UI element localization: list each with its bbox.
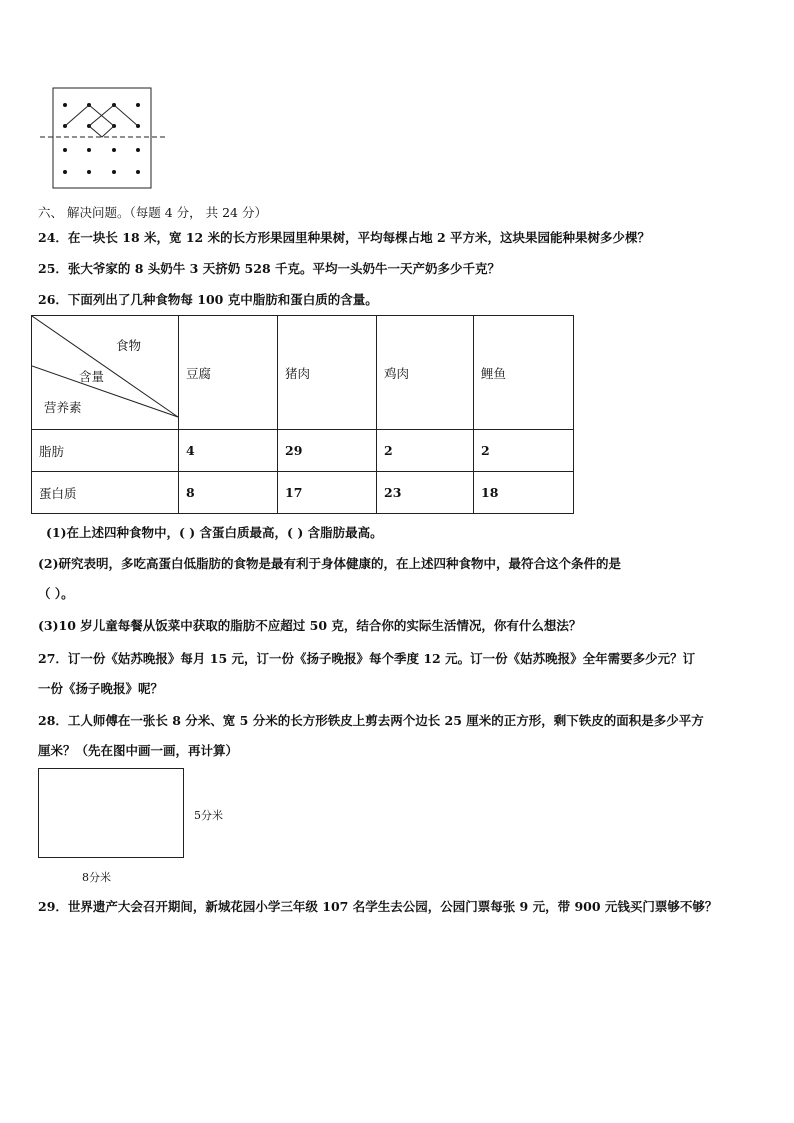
table-row bbox=[32, 472, 574, 514]
food-header-tofu: 豆腐 bbox=[179, 316, 278, 430]
question-27-cont: 一份《扬子晚报》呢？ bbox=[38, 681, 164, 696]
question-29: 29．世界遗产大会召开期间，新城花园小学三年级 107 名学生去公园，公园门票每张 9 元，带 900 元钱买门票够不够？ bbox=[38, 899, 718, 914]
question-27: 27．订一份《姑苏晚报》每月 15 元，订一份《扬子晚报》每个季度 12 元。订一份《姑苏晚报》全年需要多少元？订 bbox=[38, 651, 696, 666]
food-header-pork: 猪肉 bbox=[278, 316, 377, 430]
height-label: 5分米 bbox=[194, 809, 223, 822]
table-cell: 17 bbox=[278, 472, 377, 514]
row-label-fat: 脂肪 bbox=[32, 430, 179, 472]
header-amount-label: 含量 bbox=[79, 369, 105, 384]
header-food-label: 食物 bbox=[116, 338, 142, 353]
table-cell: 29 bbox=[278, 430, 377, 472]
dot-grid-figure bbox=[38, 86, 168, 190]
header-nutrient-label: 营养素 bbox=[44, 400, 82, 415]
question-26-part-3: (3)10 岁儿童每餐从饭菜中获取的脂肪不应超过 50 克，结合你的实际生活情况，你有什么想法？ bbox=[38, 618, 582, 633]
table-cell: 4 bbox=[179, 430, 278, 472]
question-26: 26．下面列出了几种食物每 100 克中脂肪和蛋白质的含量。 bbox=[38, 292, 378, 307]
question-26-part-1: (1)在上述四种食物中，( ) 含蛋白质最高，( ) 含脂肪最高。 bbox=[46, 525, 383, 540]
rectangle-figure bbox=[38, 768, 184, 858]
table-cell: 2 bbox=[377, 430, 474, 472]
question-28: 28．工人师傅在一张长 8 分米、宽 5 分米的长方形铁皮上剪去两个边长 25 厘米的正方形，剩下铁皮的面积是多少平方 bbox=[38, 713, 704, 728]
table-cell: 2 bbox=[474, 430, 574, 472]
diagonal-header-cell bbox=[32, 316, 179, 430]
table-cell: 8 bbox=[179, 472, 278, 514]
question-28-cont: 厘米？（先在图中画一画，再计算） bbox=[38, 743, 239, 758]
table-row bbox=[32, 430, 574, 472]
row-label-protein: 蛋白质 bbox=[32, 472, 179, 514]
food-header-carp: 鲤鱼 bbox=[474, 316, 574, 430]
question-25: 25．张大爷家的 8 头奶牛 3 天挤奶 528 千克。平均一头奶牛一天产奶多少千克？ bbox=[38, 261, 500, 276]
nutrition-table bbox=[31, 315, 574, 514]
table-header-row bbox=[32, 316, 574, 430]
section-title: 六、 解决问题。（每题 4 分， 共 24 分） bbox=[38, 205, 267, 220]
width-label: 8分米 bbox=[82, 871, 111, 884]
question-24: 24．在一块长 18 米，宽 12 米的长方形果园里种果树，平均每棵占地 2 平方米，这块果园能种果树多少棵？ bbox=[38, 230, 650, 245]
food-header-chicken: 鸡肉 bbox=[377, 316, 474, 430]
question-26-part-2: (2)研究表明，多吃高蛋白低脂肪的食物是最有利于身体健康的，在上述四种食物中，最符合这个条件的是 bbox=[38, 556, 622, 571]
table-cell: 18 bbox=[474, 472, 574, 514]
table-cell: 23 bbox=[377, 472, 474, 514]
question-26-part-2-blank: （ ）。 bbox=[38, 586, 74, 601]
